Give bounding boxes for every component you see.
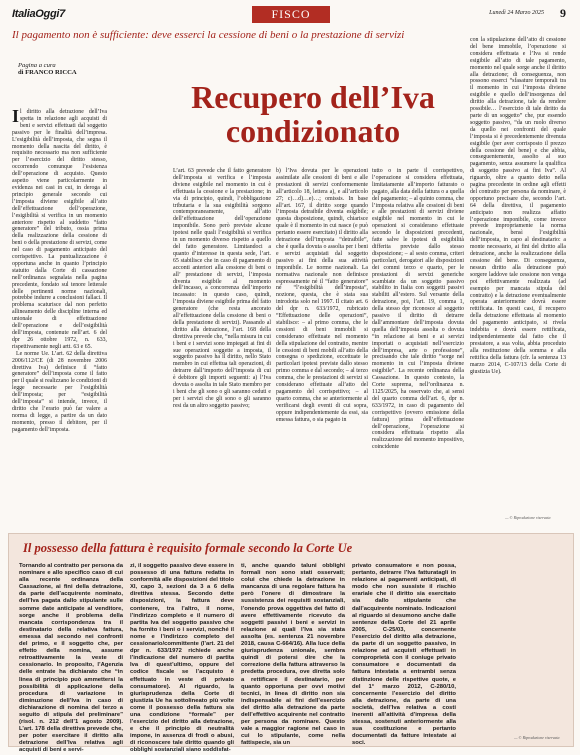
article-paragraph: l diritto alla detrazione dell’Iva spetta in relazione agli acquisti di beni e servizi effettuati dal soggetto passivo per le finalità dell’impresa. L’esigibilità dell’imposta, che segna il momento della nascita del diritto, è requisito necessario ma non sufficiente per l’esercizio del diritto stesso, occorrendo comunque l’esistenza dell’operazione di acquisto. Questo aspetto viene particolarmente in evidenza nei casi in cui, in deroga al principio generale secondo cui l’imposta diviene esigibile all’atto dell’effettuazione dell’operazione, l’esigibilità si verifica in un momento anteriore rispetto al suddetto “fatto generatore” del tributo, ossia prima della realizzazione della cessione di beni o della prestazione di servizi, come nel caso di pagamento anticipato del corrispettivo. La puntualizzazione è opportuna anche in quanto l’principio statuito dalla Corte di cassazione nell’ordinanza segnalata nella pagina precedente, fondato sul tenore letterale delle pertinenti norme nazionali, potrebbe indurre a conclusioni fallaci. Il problema scaturisce dal non perfetto allineamento delle discipline interna ed unionale di effettuazione dell’operazione e dell’esigibilità dell’imposta, contenute nell’art. 6 del dpr 26 ottobre 1972, n. 633, rispettivamente negli artt. 63 e 65. xyxy=(12,109,107,350)
article-column-5 xyxy=(470,37,566,524)
issue-date: Lunedì 24 Marzo 2025 xyxy=(489,10,544,16)
byline-label: Pagina a cura xyxy=(18,62,56,69)
box-column-1 xyxy=(19,563,123,754)
article-column-1 xyxy=(12,106,107,530)
headline: Recupero dell’Iva condizionato xyxy=(191,79,435,149)
article-paragraph: L’art. 63 prevede che il fatto generatore dell’imposta si verifica e l’imposta diviene esigibile nel momento in cui è effettuata la cessione e la prestazione; in via di principio, quindi, l’obbligazione tributaria e la sua esigibilità sorgono contemporaneamente, all’atto dell’effettuazione dell’operazione imponibile. Sono però previste alcune ipotesi nelle quali l’esigibilità si verifica in un momento diverso rispetto a quello del fatto generatore. Limitandoci a quanto d’interesse in questa sede, l’art. 65 stabilisce che in caso di pagamento di acconti anteriori alla cessione di beni o all’ prestazione di servizi, l’imposta diventa esigibile al momento dell’incasso, a concorrenza dell’importo incassato: in questo caso, quindi, l’imposta diviene esigibile prima del fatto generatore (che resta ancorato all’effettuazione della cessione di beni o della prestazione di servizi). Passando al diritto alla detrazione, l’art. 168 della direttiva prevede che, “nella misura in cui i beni e i servizi sono impiegati ai fini di sue operazioni soggette a imposta, il soggetto passivo ha il diritto, nello Stato membro in cui effettua tali operazioni, di detrarre dall’importo dell’imposta di cui è debitore gli importi seguenti: a) l’Iva dovuta o assolta in tale Stato membro per i beni che gli sono o gli saranno ceduti e per i servizi che gli sono o gli saranno resi da un altro soggetto passivo; xyxy=(173,168,271,409)
box-column-2 xyxy=(130,563,234,754)
box-column-3 xyxy=(241,563,345,747)
box-paragraph: zi, il soggetto passivo deve essere in possesso di una fattura redatta in conformità alle disposizioni del titolo XI, capo 3, sezioni da 3 a 6 della direttiva stessa. Secondo dette disposizioni, la fattura deve contenere, tra l’altro, il nome, l’indirizzo completo e il numero di partita Iva del soggetto passivo che ha fornito i beni o i servizi, nonché il nome e l’indirizzo completo del cessionario/committente (l’art. 21 del dpr n. 633/1972 richiede anche l’indicazione del numero di partita Iva di quest’ultimo, oppure del codice fiscale se l’acquisto è effettuato in veste di privato consumatore). Al riguardo, la giurisprudenza della Corte di giustizia Ue ha sottolineato più volte come il possesso della fattura sia una condizione “formale” per l’esercizio del diritto alla detrazione, e che il principio di neutralità impone, in assenza di frodi o abusi, di riconoscere tale diritto quando gli obblighi sostanziali siano soddisfat- xyxy=(130,563,234,754)
box-column-5 xyxy=(463,563,567,741)
box-paragraph: Tornando al contratto per persona da nominare e allo specifico caso di cui alla recente ordinanza della Cassazione, ai fini della detrazione, da parte dell’acquirente nominato, dell’Iva pagata dallo stipulante sulle somme date anticipate al venditore, sorge anche il problema della mancata corrispondenza tra il destinatario della relativa fattura, emessa dal secondo nei confronti del primo, e il soggetto che, per effetto della nomina, assume retroattivamente la veste di cessionario. In proposito, l’Agenzia delle entrate ha dichiarato che “in linea di principio può ammettersi la possibilità di applicazione della procedura di variazione in diminuzione dell’Iva in caso di dichiarazione di nomina del terzo a seguito di stipula del preliminare” (risol. n. 212 dell’1 agosto 2009). L’art. 178 della direttiva prevede che, per poter esercitare il diritto alla detrazione dell’Iva relativa agli acquisti di beni e servi- xyxy=(19,563,123,754)
article-paragraph: b) l’Iva dovuta per le operazioni assimilate alle cessioni di beni e alle prestazioni di servizi conformemente all’articolo 18, lettera a), e all’articolo 27; c)…d)…e)…; omissis. In base all’art. 167, il diritto sorge quando l’imposta detraibile diventa esigibile; questa disposizione, quindi, chiarisce quale è il momento in cui nasce (e può pertanto essere esercitato) il diritto alla detrazione dell’imposta “detraibile”, che è quella dovuta o assolta per i beni e servizi acquistati dal soggetto passivo ai fini della sua attività imponibile. Le norme nazionali. La normativa nazionale non definisce espressamente né il “fatto generatore” né “l’esigibilità dell’imposta”, nozione, questa, che è stata sua introdotta solo nel 1997. Il citato art. 6 del dpr n. 633/1972, rubricato “Effettuazione delle operazioni”, stabilisce: – al primo comma, che le cessioni di beni immobili si considerano effettuate nel momento della stipulazione del contratto, mentre le cessioni di beni mobili all’atto della consegna o spedizione, eccettuate le particolari ipotesi previste dallo stesso primo comma e dal secondo; – al terzo comma, che le prestazioni di servizi si considerano effettuate all’atto del pagamento del corrispettivo; – al quarto comma, che se anteriormente al verificarsi degli eventi di cui sopra, oppure indipendentemente da essi, sia emessa fattura, o sia pagato in xyxy=(276,168,368,423)
section-label: FISCO xyxy=(252,6,330,23)
page-header xyxy=(12,6,568,24)
masthead: ItaliaOggi7 xyxy=(12,8,65,20)
article-column-2 xyxy=(173,168,271,524)
article-signature: — © Riproduzione riservata xyxy=(505,515,551,520)
page-number: 9 xyxy=(560,6,566,20)
article-column-3 xyxy=(276,168,368,524)
byline-author: di FRANCO RICCA xyxy=(18,69,77,76)
box-title: Il possesso della fattura è requisito formale secondo la Corte Ue xyxy=(23,541,353,555)
box-signature: — © Riproduzione riservata xyxy=(514,735,560,740)
box-paragraph: ti, anche quando taluni obblighi formali non sono stati osservati; colui che chiede la detrazione in mancanza di una regolare fattura ha però l’onere di dimostrare la sussistenza dei requisiti sostanziali, l’onendo prova oggettiva del fatto di avere effettivamente ricevuto da soggetti passivi i beni e servizi in relazione ai quali l’Iva sia stata assolta (es. sentenza 21 novembre 2018, causa C-664/16). Alla luce della giurisprudenza unionale, sembra quindi di potersi dire che la correzione della fattura attraverso la predetta procedura, ove diretta solo a rettificare il destinatario, per quanto opportuna per ovvi motivi tecnici, in linea di diritto non sia indispensabile ai fini dell’esercizio del diritto alla detrazione da parte dell’effettivo acquirente nel contratto per persona da nominare. Questo vale a maggior ragione nel caso in cui lo stipulante, come nella fattispecie, sia un xyxy=(241,563,345,747)
byline xyxy=(18,62,108,76)
tagline: Il pagamento non è sufficiente: deve esserci la cessione di beni o la prestazione di servizi xyxy=(12,29,405,41)
article-column-4 xyxy=(372,168,464,524)
box-column-4 xyxy=(352,563,456,747)
drop-cap: I xyxy=(12,106,20,126)
box-paragraph: privato consumatore e non possa, pertanto, detrarre l’Iva fatturatagli in relazione ai pagamenti anticipati, di modo che non sussiste il rischio erariale che il diritto sia esercitato sia dallo stipulante che dall’acquirente nominato. Indicazioni al riguardo si desumono anche dalle sentenze della Corte del 21 aprile 2005, C-25/03, concernente l’esercizio del diritto alla detrazione, da parte di un soggetto passivo, in relazione ad acquisti effettuati in comproprietà con il coniuge privato consumatore e documentati da fattura intestata a entrambi senza distinzione delle rispettive quote, e del 1° marzo 2012, C-280/10, concernente l’esercizio del diritto alla detrazione, da parte di una società, dell’Iva relativa a costi inerenti all’attività d’impresa della stessa, sostenuti anteriormente alla sua costituzione e pertanto documentati da fatture intestate ai soci. xyxy=(352,563,456,747)
article-paragraph: Le norme Ue. L’art. 62 della direttiva 2006/112/CE (di 28 novembre 2006 direttiva Iva) definisce il “fatto generatore” dell’imposta come il fatto per il quale si realizzano le condizioni di legge necessarie per l’esigibilità dell’imposta; per “esigibilità dell’imposta” si intende, invece, il diritto che l’erario può far valere a norma di legge, a partire da un dato momento, presso il debitore, per il pagamento dell’imposta. xyxy=(12,350,107,433)
sidebar-box xyxy=(8,533,574,754)
article-paragraph: tutto o in parte il corrispettivo, l’operazione si considera effettuata, limitatamente all’importo fatturato o pagato, alla data della fattura o a quella del pagamento; – al quinto comma, che l’imposta relativa alle cessioni di beni e alle prestazioni di servizi diviene esigibile nel momento in cui le operazioni si considerano effettuate secondo le disposizioni precedenti, fatte salve le ipotesi di esigibilità differita previste dallo stesso disposizione; – al sesto comma, criteri particolari, derogatori alle disposizioni dei commi terzo e quarto, per le prestazioni di servizi generiche scambiate da un soggetto passivo stabilito in Italia con soggetti passivi stabiliti all’estero. Sul versante della detrazione, poi, l’art. 19, comma 1, della stesso dpr riconosce al soggetto passivo il diritto di detrarre dall’ammontare dell’imposta dovuta quella dell’imposta assolta o dovuta “in relazione ai beni e ai servizi importati o acquistati nell’esercizio dell’impresa, arte o professione”, precisando che tale diritto “sorge nel momento in cui l’imposta diviene esigibile”. La recente ordinanza della Cassazione. In questo contesto, la Corte suprema, nell’ordinanza n. 1125/2025, ha osservato che, ai sensi del quarto comma dell’art. 6, dpr n. 633/1972, in caso di pagamento del corrispettivo (ovvero emissione della fattura) prima dell’effettuazione dell’operazione, l’operazione si considera effettuata rispetto alla realizzazione del momento impositivo, coincidente xyxy=(372,168,465,451)
article-paragraph: con la stipulazione dell’atto di cessione del bene immobile, l’operazione si considera effettuata e l’Iva si rende esigibile all’atto di tale pagamento, momento nel quale sorge anche il diritto alla detrazione; di conseguenza, non possono esserci “sfasature temporali tra il momento in cui l’imposta diviene esigibile e quello dell’insorgenza del diritto alla detrazione, tale da rendere possibile… l’esercizio di tale diritto da parte di un soggetto” che, pur essendo soggetto passivo, “da un ruolo diverso da quello nei confronti del quale l’imposta si è precedentemente divenuta esigibile (per aver corrisposto il prezzo della cessione del bene) e che abbia, conseguentemente, assolto al suo pagamento, senza assumere la qualifica di soggetto passivo ai fini Iva”. Al riguardo, oltre a quanto detto nella pagina precedente in ordine agli effetti del contratto per persona da nominare, è opportuno precisare che, secondo l’art. 64 della direttiva, il pagamento anticipato non realizza affatto l’operazione imponibile, come invece prevede impropriamente la norma nazionale, bensì l’esigibilità dell’imposta, in capo al destinatario: a monte necessario, ai fini del diritto alla detrazione, anche la realizzazione della cessione del bene. Di conseguenza, nessun diritto alla detrazione può sorgere laddove tale cessione non venga poi effettivamente realizzata (ad esempio per mancata stipula del contratto) e la detrazione eventualmente operata anteriormente dovrà essere rettificata. In questi casi, il recupero della detrazione effettuata al momento del pagamento anticipato, si rivela indebita e dovrà essere rettificata, indipendentemente dal fatto che il prestatore, a sua volta, abbia proceduto alla restituzione della somma e alla rettifica della fattura (cfr. la sentenza 13 marzo 2014, C-107/13 della Corte di giustizia Ue). xyxy=(470,37,566,375)
